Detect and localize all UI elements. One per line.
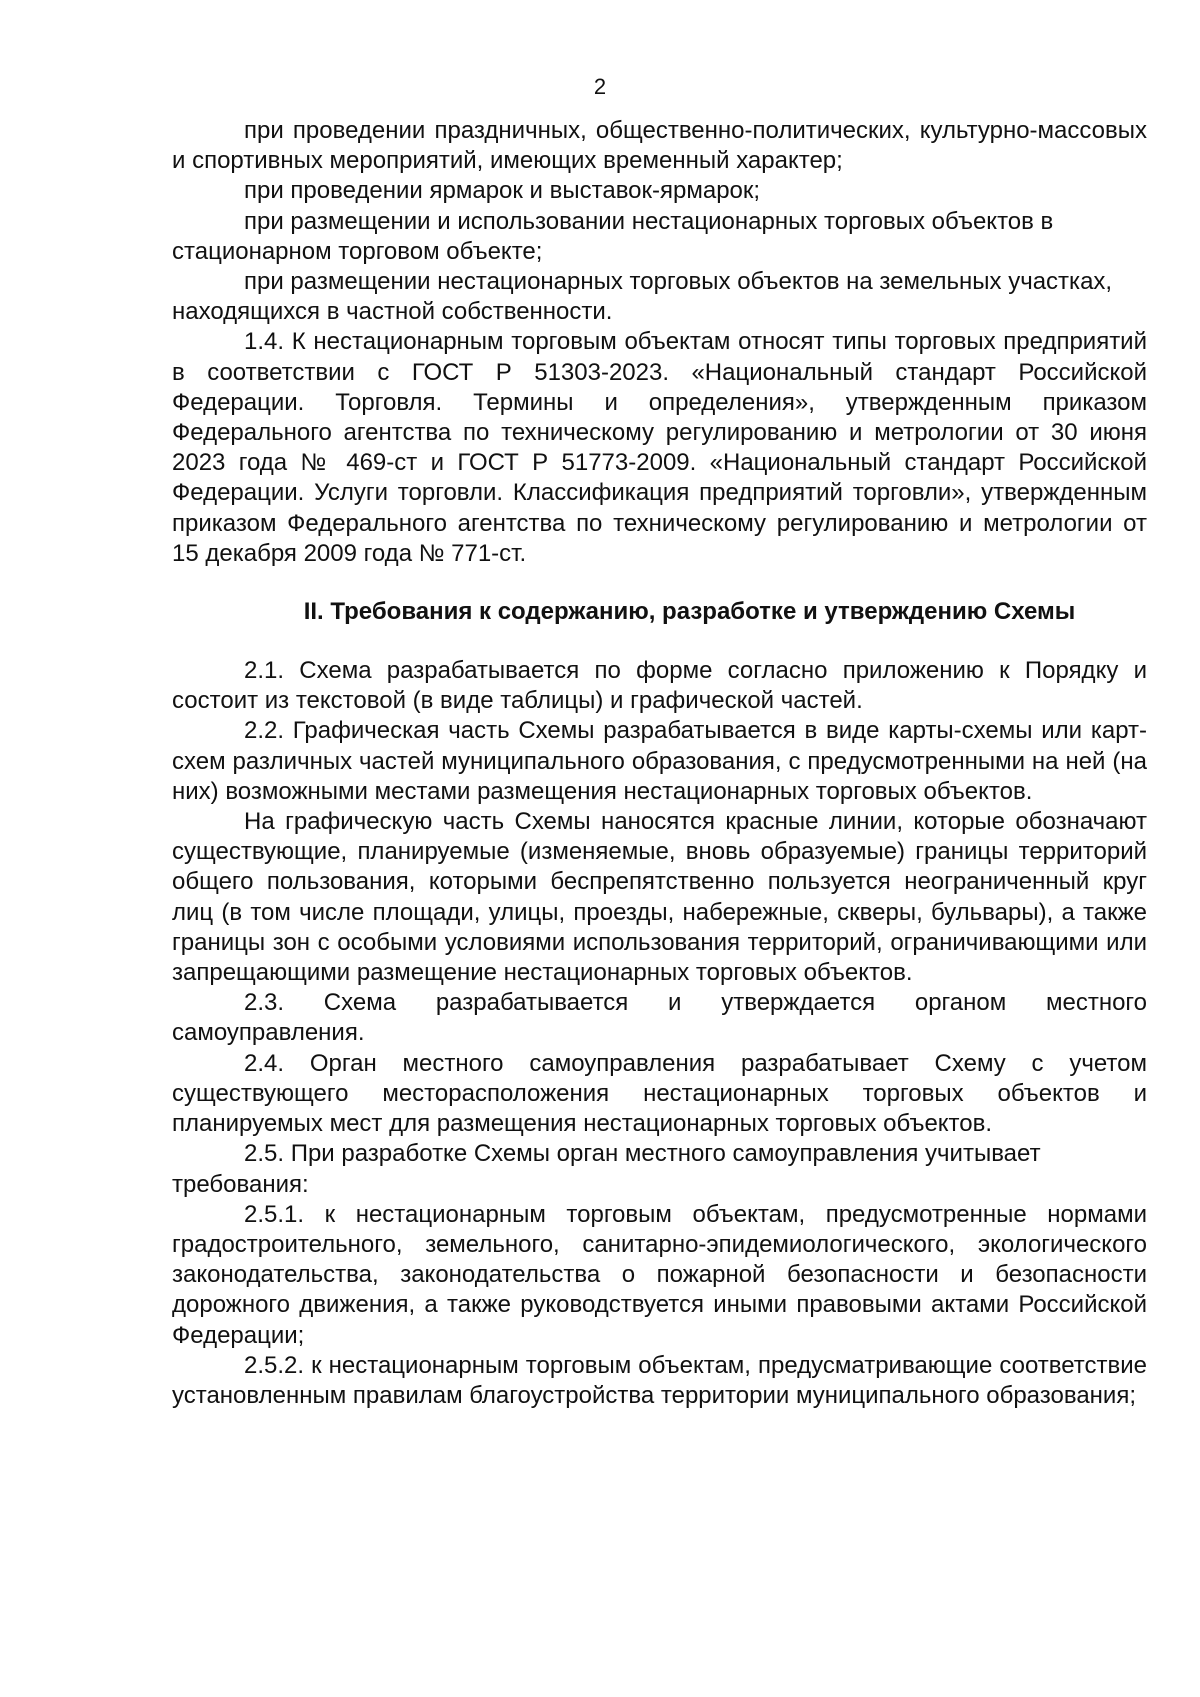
paragraph-1-4: 1.4. К нестационарным торговым объектам относят типы торговых предприятий в соответствии с ГОСТ Р 51303-2023. «Национальный стандарт Российской Федерации. Торговля. Термины и определения», утвержденным приказом Федерального агентства по техническому регулированию и метрологии от 30 июня 2023 года № 469-ст и ГОСТ Р 51773-2009. «Национальный стандарт Российской Федерации. Услуги торговли. Классификация предприятий торговли», утвержденным приказом Федерального агентства по техническому регулированию и метрологии от 15 декабря 2009 года № 771-ст. <box>172 328 1147 567</box>
paragraph-fairs: при проведении ярмарок и выставок-ярмарок; <box>244 177 761 205</box>
paragraph-2-5-1: 2.5.1. к нестационарным торговым объектам, предусмотренные нормами градостроительного, земельного, санитарно-эпидемиологического, экологического законодательства, законодательства о пожарной безопасности и безопасности дорожного движения, а также руководствуется иными правовыми актами Российской Федерации; <box>172 1200 1147 1349</box>
paragraph-events: при проведении праздничных, общественно-политических, культурно-массовых и спортивных мероприятий, имеющих временный характер; <box>172 117 1147 175</box>
section-heading: II. Требования к содержанию, разработке и утверждению Схемы <box>303 598 1076 626</box>
paragraph-2-1: 2.1. Схема разрабатывается по форме согласно приложению к Порядку и состоит из текстовой (в виде таблицы) и графической частей. <box>172 657 1147 715</box>
paragraph-2-5-2: 2.5.2. к нестационарным торговым объектам, предусматривающие соответствие установленным правилам благоустройства территории муниципального образования; <box>172 1351 1147 1409</box>
document-body <box>172 116 1147 1411</box>
page-number: 2 <box>593 74 607 99</box>
paragraph-2-2: 2.2. Графическая часть Схемы разрабатывается в виде карты-схемы или карт-схем различных частей муниципального образования, с предусмотренными на ней (на них) возможными местами размещения нестационарных торговых объектов. <box>172 717 1147 805</box>
paragraph-2-5: 2.5. При разработке Схемы орган местного самоуправления учитывает требования: <box>172 1140 1041 1198</box>
paragraph-stationary-object: при размещении и использовании нестационарных торговых объектов в стационарном торговом объекте; <box>172 207 1054 265</box>
paragraph-red-lines: На графическую часть Схемы наносятся красные линии, которые обозначают существующие, планируемые (изменяемые, вновь образуемые) границы территорий общего пользования, которыми беспрепятственно пользуется неограниченный круг лиц (в том числе площади, улицы, проезды, набережные, скверы, бульвары), а также границы зон с особыми условиями использования территорий, ограничивающими или запрещающими размещение нестационарных торговых объектов. <box>172 808 1147 987</box>
paragraph-2-4: 2.4. Орган местного самоуправления разрабатывает Схему с учетом существующего месторасположения нестационарных торговых объектов и планируемых мест для размещения нестационарных торговых объектов. <box>172 1049 1147 1138</box>
paragraph-2-3: 2.3. Схема разрабатывается и утверждается органом местного самоуправления. <box>172 989 1147 1047</box>
paragraph-private-land: при размещении нестационарных торговых объектов на земельных участках, находящихся в частной собственности. <box>172 268 1113 326</box>
